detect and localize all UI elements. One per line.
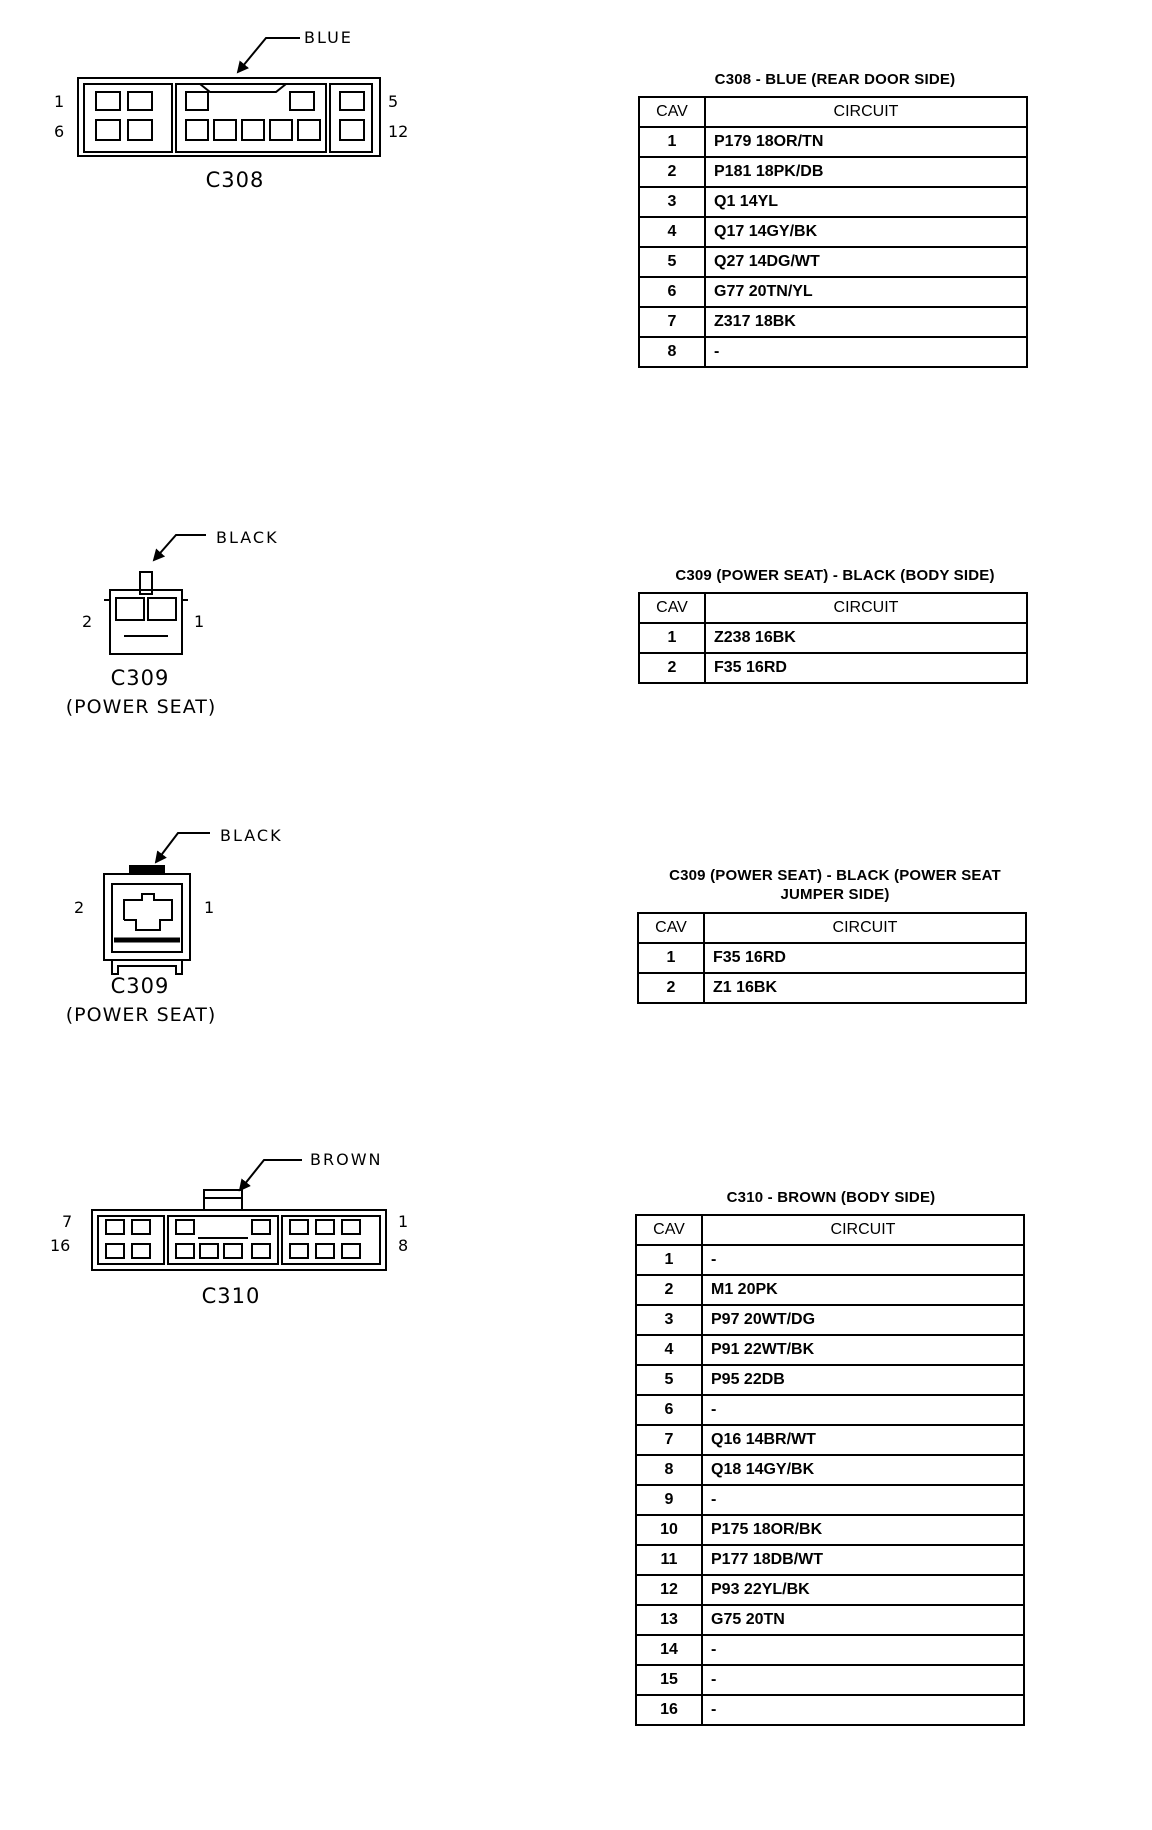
circuit-cell: P93 22YL/BK [702,1575,1024,1605]
circuit-cell: P179 18OR/TN [705,127,1027,157]
circuit-cell: Q16 14BR/WT [702,1425,1024,1455]
cav-cell: 7 [636,1425,702,1455]
table-row [636,1275,1024,1305]
c310-table-title: C310 - BROWN (BODY SIDE) [726,1189,936,1206]
c309-jumper-pin-right: 1 [204,898,215,917]
cav-cell: 2 [639,653,705,683]
cav-cell: 9 [636,1485,702,1515]
c309-body-table [638,592,1028,684]
c309-jumper-pin-left: 2 [74,898,85,917]
cav-cell: 11 [636,1545,702,1575]
c308-table-title: C308 - BLUE (REAR DOOR SIDE) [714,71,956,88]
c309-jumper-table-title-line1: C309 (POWER SEAT) - BLACK (POWER SEAT [669,867,1001,884]
cav-cell: 5 [636,1365,702,1395]
table-row [636,1545,1024,1575]
c309-body-connector-subname: (POWER SEAT) [65,696,217,718]
table-row [639,127,1027,157]
c310-connector-drawing [92,1160,386,1270]
circuit-cell: P181 18PK/DB [705,157,1027,187]
circuit-cell: - [702,1695,1024,1725]
c310-pin-top-right: 1 [398,1212,409,1231]
c308-pin-top-right: 5 [388,92,399,111]
c310-table [635,1214,1025,1726]
circuit-header: CIRCUIT [705,97,1027,127]
c308-connector-drawing [78,38,380,156]
table-row [639,623,1027,653]
circuit-header: CIRCUIT [705,593,1027,623]
cav-cell: 6 [636,1395,702,1425]
cav-header: CAV [639,593,705,623]
table-header-row [639,97,1027,127]
circuit-cell: Q18 14GY/BK [702,1455,1024,1485]
table-row [636,1395,1024,1425]
c310-connector-name: C310 [201,1284,261,1308]
cav-cell: 3 [636,1305,702,1335]
table-row [639,217,1027,247]
table-row [636,1365,1024,1395]
c310-pin-bottom-left: 16 [50,1236,71,1255]
cav-cell: 2 [638,973,704,1003]
table-header-row [636,1215,1024,1245]
table-row [639,307,1027,337]
c310-pin-bottom-right: 8 [398,1236,409,1255]
c308-pin-bottom-left: 6 [54,122,65,141]
cav-header: CAV [638,913,704,943]
cav-cell: 1 [638,943,704,973]
cav-cell: 7 [639,307,705,337]
cav-cell: 12 [636,1575,702,1605]
circuit-cell: Z1 16BK [704,973,1026,1003]
circuit-header: CIRCUIT [702,1215,1024,1245]
cav-cell: 1 [639,623,705,653]
c309-jumper-table [637,912,1027,1004]
c308-connector-name: C308 [205,168,265,192]
cav-header: CAV [636,1215,702,1245]
circuit-cell: P175 18OR/BK [702,1515,1024,1545]
c309-body-connector-drawing [104,535,206,654]
c308-color-label: BLUE [304,28,353,47]
table-row [639,337,1027,367]
circuit-header: CIRCUIT [704,913,1026,943]
circuit-cell: P177 18DB/WT [702,1545,1024,1575]
c309-body-table-title: C309 (POWER SEAT) - BLACK (BODY SIDE) [675,567,995,584]
c309-jumper-table-title-line2: JUMPER SIDE) [780,886,890,903]
cav-cell: 1 [639,127,705,157]
cav-cell: 13 [636,1605,702,1635]
circuit-cell: Q1 14YL [705,187,1027,217]
table-row [636,1695,1024,1725]
circuit-cell: - [702,1245,1024,1275]
circuit-cell: Z238 16BK [705,623,1027,653]
table-row [636,1575,1024,1605]
cav-cell: 16 [636,1695,702,1725]
cav-cell: 15 [636,1665,702,1695]
circuit-cell: Z317 18BK [705,307,1027,337]
cav-header: CAV [639,97,705,127]
circuit-cell: Q27 14DG/WT [705,247,1027,277]
circuit-cell: - [702,1395,1024,1425]
table-row [639,277,1027,307]
cav-cell: 4 [636,1335,702,1365]
circuit-cell: - [702,1485,1024,1515]
circuit-cell: - [702,1635,1024,1665]
cav-cell: 6 [639,277,705,307]
c309-body-connector-name: C309 [110,666,170,690]
cav-cell: 8 [639,337,705,367]
c309-jumper-table-title [630,866,1040,904]
table-row [636,1635,1024,1665]
c309-body-color-label: BLACK [216,528,279,547]
circuit-cell: G75 20TN [702,1605,1024,1635]
table-row [636,1305,1024,1335]
c309-jumper-color-label: BLACK [220,826,283,845]
circuit-cell: Q17 14GY/BK [705,217,1027,247]
cav-cell: 2 [639,157,705,187]
table-row [638,943,1026,973]
c309-jumper-connector-subname: (POWER SEAT) [65,1004,217,1026]
c308-pin-top-left: 1 [54,92,65,111]
table-row [636,1245,1024,1275]
cav-cell: 10 [636,1515,702,1545]
c309-body-pin-right: 1 [194,612,205,631]
c308-table [638,96,1028,368]
table-row [636,1515,1024,1545]
circuit-cell: G77 20TN/YL [705,277,1027,307]
circuit-cell: F35 16RD [704,943,1026,973]
table-row [636,1335,1024,1365]
circuit-cell: M1 20PK [702,1275,1024,1305]
circuit-cell: - [705,337,1027,367]
table-row [636,1485,1024,1515]
c309-jumper-connector-drawing [104,833,210,974]
table-row [636,1665,1024,1695]
c308-pin-bottom-right: 12 [388,122,409,141]
table-row [638,973,1026,1003]
circuit-cell: F35 16RD [705,653,1027,683]
cav-cell: 1 [636,1245,702,1275]
c309-body-pin-left: 2 [82,612,93,631]
cav-cell: 3 [639,187,705,217]
c310-pin-top-left: 7 [62,1212,73,1231]
cav-cell: 14 [636,1635,702,1665]
cav-cell: 2 [636,1275,702,1305]
table-header-row [638,913,1026,943]
table-row [639,247,1027,277]
cav-cell: 5 [639,247,705,277]
cav-cell: 4 [639,217,705,247]
circuit-cell: - [702,1665,1024,1695]
table-row [636,1425,1024,1455]
table-row [639,157,1027,187]
cav-cell: 8 [636,1455,702,1485]
table-row [639,653,1027,683]
circuit-cell: P97 20WT/DG [702,1305,1024,1335]
circuit-cell: P95 22DB [702,1365,1024,1395]
c309-jumper-connector-name: C309 [110,974,170,998]
table-row [636,1455,1024,1485]
table-row [639,187,1027,217]
c310-color-label: BROWN [310,1150,383,1169]
circuit-cell: P91 22WT/BK [702,1335,1024,1365]
table-header-row [639,593,1027,623]
table-row [636,1605,1024,1635]
